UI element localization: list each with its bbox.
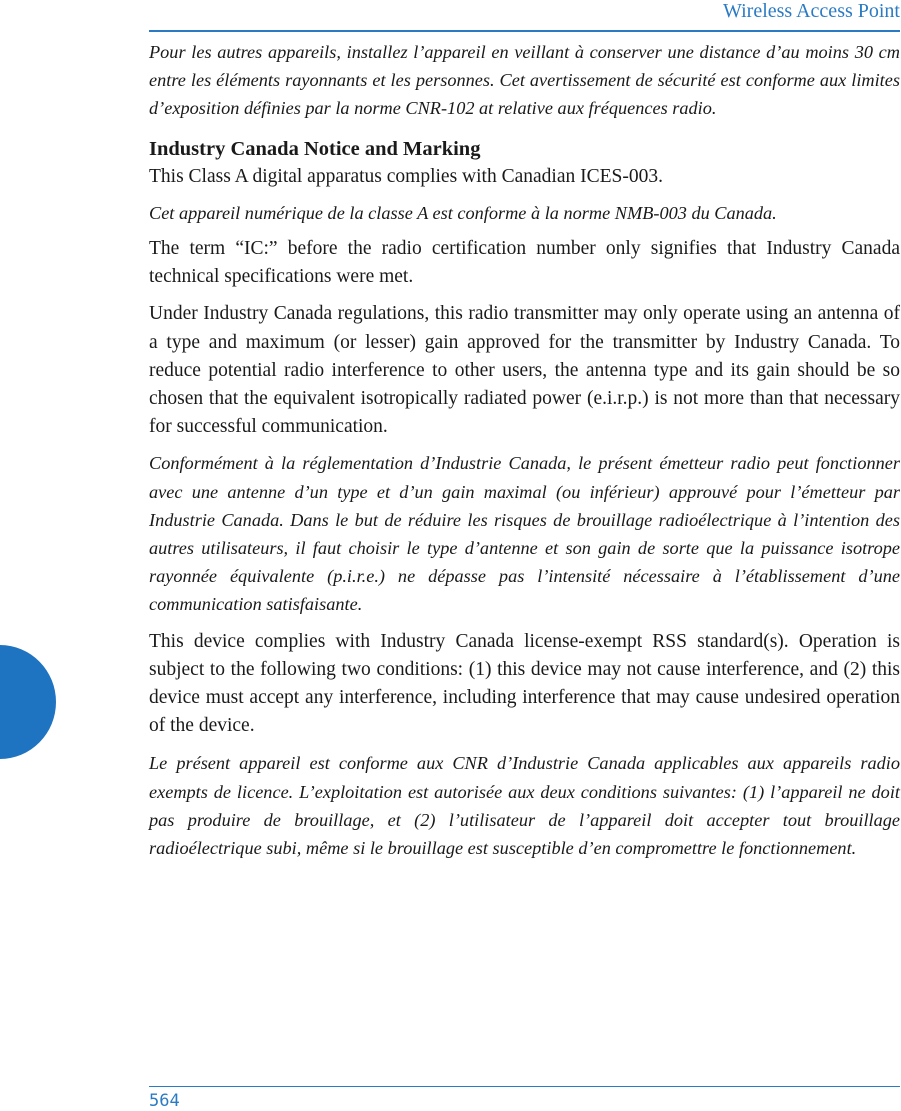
- paragraph-license-exempt-fr: Le présent appareil est conforme aux CNR d’Industrie Canada applicables aux appareils radio exempts de licence. L’exploitation est autorisée aux deux conditions suivantes: (1) l’appareil ne doit pas produire de brouillage, et (2) l’utilisateur de l’appareil doit accepter tout brouillage radioélectrique subi, même si le brouillage est susceptible d’en compromettre le fonctionnement.: [149, 753, 900, 859]
- paragraph-fr-distance: Pour les autres appareils, installez l’appareil en veillant à conserver une distance d’au moins 30 cm entre les éléments rayonnants et les personnes. Cet avertissement de sécurité est conforme aux limites d’exposition définies par la norme CNR-102 at relative aux fréquences radio.: [149, 42, 900, 119]
- section-heading: Industry Canada Notice and Marking: [149, 137, 481, 160]
- page-header: [149, 0, 900, 32]
- page-number: 564: [149, 1091, 180, 1111]
- chapter-tab-marker: [0, 645, 56, 759]
- page-footer: [149, 1086, 900, 1111]
- page-content: [149, 38, 900, 862]
- header-title: Wireless Access Point: [723, 0, 900, 22]
- paragraph-class-a: This Class A digital apparatus complies with Canadian ICES-003.: [149, 165, 663, 187]
- paragraph-regulations: Under Industry Canada regulations, this radio transmitter may only operate using an antenna of a type and maximum (or lesser) gain approved for the transmitter by Industry Canada. To reduce potential radio interference to other users, the antenna type and its gain should be so chosen that the equivalent isotropically radiated power (e.i.r.p.) is not more than that necessary for successful communication.: [149, 303, 900, 438]
- paragraph-class-a-fr: Cet appareil numérique de la classe A est conforme à la norme NMB-003 du Canada.: [149, 202, 777, 223]
- paragraph-license-exempt: This device complies with Industry Canada license-exempt RSS standard(s). Operation is subject to the following two conditions: (1) this device may not cause interference, and (2) this device must accept any interference, including interference that may cause undesired operation of the device.: [149, 630, 900, 737]
- paragraph-ic-term: The term “IC:” before the radio certification number only signifies that Industry Canada technical specifications were met.: [149, 238, 900, 288]
- paragraph-regulations-fr: Conformément à la réglementation d’Industrie Canada, le présent émetteur radio peut fonctionner avec une antenne d’un type et d’un gain maximal (ou inférieur) approuvé pour l’émetteur par Industrie Canada. Dans le but de réduire les risques de brouillage radioélectrique à l’intention des autres utilisateurs, il faut choisir le type d’antenne et son gain de sorte que la puissance isotrope rayonnée équivalente (p.i.r.e.) ne dépasse pas l’intensité nécessaire à l’établissement d’une communication satisfaisante.: [149, 453, 900, 615]
